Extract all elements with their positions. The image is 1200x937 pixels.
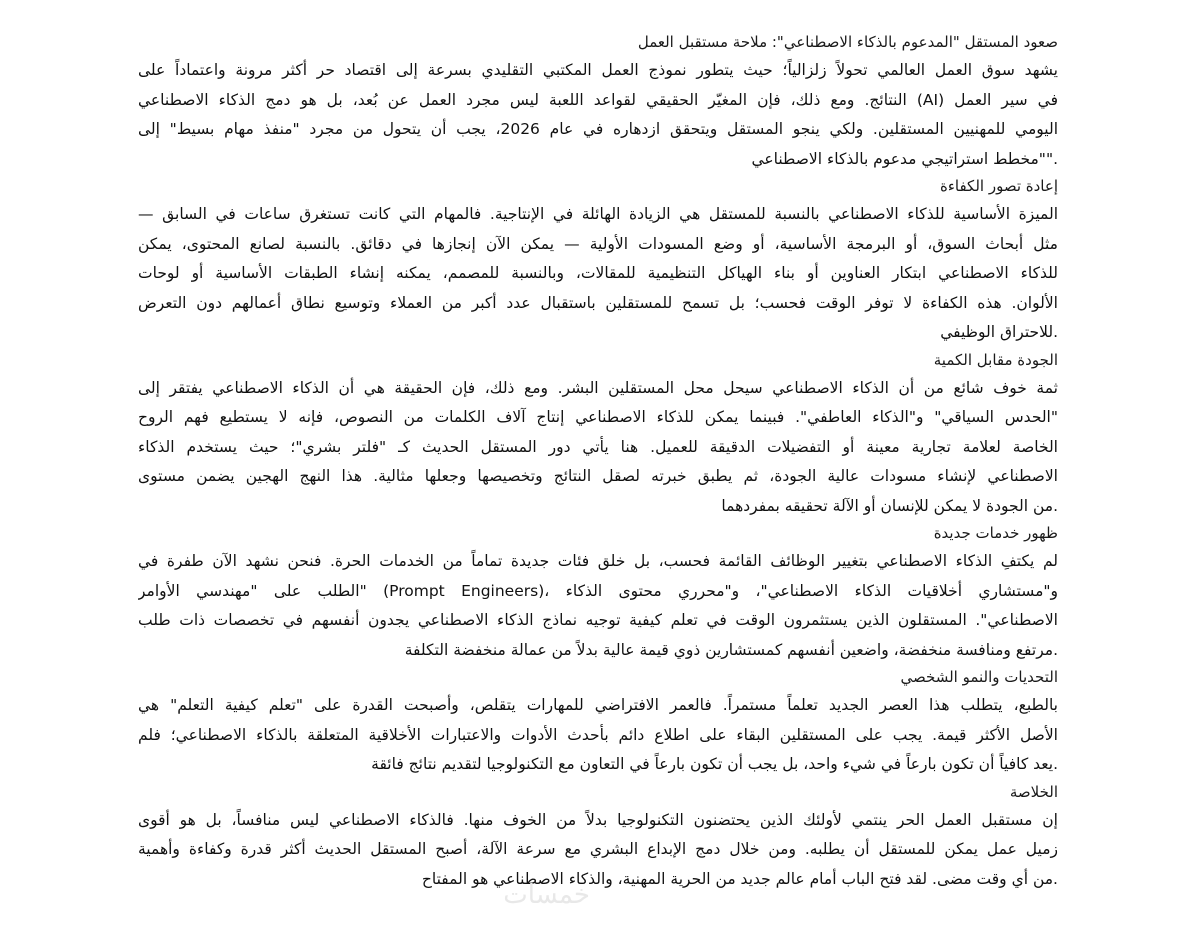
- paragraph-line: في سير العمل (AI) النتائج. ومع ذلك، فإن المغيّر الحقيقي لقواعد اللعبة ليس مجرد العمل عن بُعد، بل هو دمج الذكاء الاصطناعي: [138, 90, 1058, 109]
- paragraph-line: الخاصة لعلامة تجارية معينة أو التفضيلات الدقيقة للعميل. هنا يأتي دور المستقل الحديث كـ "فلتر بشري"؛ حيث يستخدم الذكاء: [138, 437, 1058, 456]
- paragraph-line: .للاحتراق الوظيفي: [940, 323, 1058, 341]
- paragraph-line: الميزة الأساسية للذكاء الاصطناعي بالنسبة للمستقل هي الزيادة الهائلة في الإنتاجية. فالمهام التي كانت تستغرق ساعات في السابق —: [138, 205, 1058, 223]
- paragraph-line: الاصطناعي". المستقلون الذين يستثمرون الوقت في تعلم كيفية توجيه نماذج الذكاء الاصطناعي يجدون أنفسهم في تخصصات ذات طلب: [138, 611, 1058, 629]
- paragraph-line: .""مخطط استراتيجي مدعوم بالذكاء الاصطناعي: [751, 149, 1058, 168]
- paragraph-line: يشهد سوق العمل العالمي تحولاً زلزالياً؛ حيث يتطور نموذج العمل المكتبي التقليدي بسرعة إلى اقتصاد حر أكثر مرونة واعتماداً على: [138, 61, 1058, 79]
- paragraph-line: .يعد كافياً أن تكون بارعاً في شيء واحد، بل يجب أن تكون بارعاً في التعاون مع التكنولوجيا لتقديم نتائج فائقة: [371, 755, 1058, 773]
- section-new-services: [138, 523, 1058, 665]
- paragraph-line: "الحدس السياقي" و"الذكاء العاطفي". فبينما يمكن للذكاء الاصطناعي إنتاج آلاف الكلمات من النصوص، فإنه لا يستطيع فهم الروح: [138, 408, 1058, 426]
- section-intro: [138, 32, 1058, 174]
- section-heading: إعادة تصور الكفاءة: [939, 177, 1058, 195]
- document-body: [138, 30, 1058, 894]
- paragraph-line: .من أي وقت مضى. لقد فتح الباب أمام عالم جديد من الحرية المهنية، والذكاء الاصطناعي هو المفتاح: [421, 869, 1058, 888]
- paragraph-line: الألوان. هذه الكفاءة لا توفر الوقت فحسب؛ بل تسمح للمستقلين باستقبال عدد أكبر من العملاء وتوسيع نطاق أعمالهم دون التعرض: [138, 293, 1058, 312]
- paragraph-line: .من الجودة لا يمكن للإنسان أو الآلة تحقيقه بمفردهما: [721, 496, 1058, 515]
- section-challenges: [138, 667, 1058, 780]
- paragraph-line: ثمة خوف شائع من أن الذكاء الاصطناعي سيحل محل المستقلين البشر. ومع ذلك، فإن الحقيقة هي أن الذكاء الاصطناعي يفتقر إلى: [138, 378, 1058, 397]
- section-heading: ظهور خدمات جديدة: [933, 524, 1058, 542]
- paragraph-line: زميل عمل يمكن للمستقل أن يطلبه. ومن خلال دمج الإبداع البشري مع سرعة الآلة، أصبح المستقل الحديث أكثر قدرة وكفاءة وأهمية: [138, 840, 1058, 858]
- paragraph-line: إن مستقبل العمل الحر ينتمي لأولئك الذين يحتضنون التكنولوجيا بدلاً من الخوف منها. فالذكاء الاصطناعي ليس منافساً، بل هو أقوى: [138, 810, 1058, 829]
- paragraph-line: و"مستشاري أخلاقيات الذكاء الاصطناعي"، و"محرري محتوى الذكاء ،(Prompt Engineers) "الطلب على "مهندسي الأوامر: [138, 581, 1058, 600]
- section-heading: الخلاصة: [1009, 782, 1058, 801]
- section-heading: التحديات والنمو الشخصي: [900, 668, 1058, 686]
- paragraph-line: مثل أبحاث السوق، أو البرمجة الأساسية، أو وضع المسودات الأولية — يمكن الآن إنجازها في دقائق. بالنسبة لصانع المحتوى، يمكن: [138, 234, 1058, 253]
- paragraph-line: بالطبع، يتطلب هذا العصر الجديد تعلماً مستمراً. فالعمر الافتراضي للمهارات يتقلص، وأصبحت القدرة على "تعلم كيفية التعلم" هي: [138, 696, 1058, 714]
- paragraph-line: الأصل الأكثر قيمة. يجب على المستقلين البقاء على اطلاع دائم بأحدث الأدوات والاعتبارات الأخلاقية المتعلقة بالذكاء الاصطناعي؛ فلم: [138, 725, 1058, 744]
- paragraph-line: للذكاء الاصطناعي ابتكار العناوين أو بناء الهياكل التنظيمية للمقالات، وبالنسبة للمصمم، يمكنه إنشاء الطبقات الأساسية أو لوحات: [138, 264, 1058, 282]
- section-conclusion: [138, 782, 1058, 895]
- paragraph-line: .مرتفع ومنافسة منخفضة، واضعين أنفسهم كمستشارين ذوي قيمة عالية بدلاً من عمالة منخفضة التكلفة: [404, 640, 1058, 659]
- watermark-logo: خمسات: [503, 880, 590, 910]
- section-heading: الجودة مقابل الكمية: [933, 350, 1058, 369]
- document-title: صعود المستقل "المدعوم بالذكاء الاصطناعي": ملاحة مستقبل العمل: [637, 33, 1058, 51]
- section-quality: [138, 350, 1058, 522]
- paragraph-line: الاصطناعي لإنشاء مسودات عالية الجودة، ثم يطبق خبرته لصقل النتائج وتخصيصها وجعلها مثالية. هذا النهج الهجين يضمن مستوى: [138, 467, 1058, 485]
- paragraph-line: اليومي للمهنيين المستقلين. ولكي ينجو المستقل ويتحقق ازدهاره في عام 2026، يجب أن يتحول من مجرد "منفذ مهام بسيط" إلى: [138, 120, 1058, 138]
- section-efficiency: [138, 176, 1058, 348]
- paragraph-line: لم يكتفِ الذكاء الاصطناعي بتغيير الوظائف القائمة فحسب، بل خلق فئات جديدة تماماً من الخدمات الحرة. فنحن نشهد الآن طفرة في: [138, 552, 1058, 570]
